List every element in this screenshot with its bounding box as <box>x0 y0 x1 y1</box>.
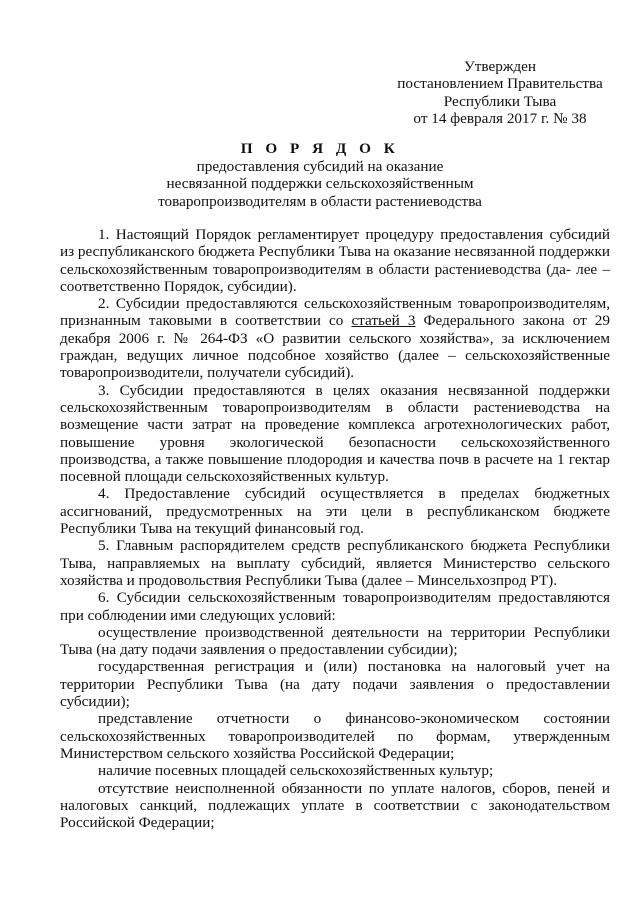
subtitle-line-3: товаропроизводителям в области растениеводства <box>158 192 482 210</box>
paragraph-2 <box>60 295 610 381</box>
approval-line-4: от 14 февраля 2017 г. № 38 <box>413 109 587 127</box>
subtitle-line-1: предоставления субсидий на оказание <box>196 158 444 175</box>
paragraph-2-text-start: 2. Субсидии предоставляются сельскохозяйственным товаропроизводителям, признанным таковыми в соответствии со <box>60 295 610 330</box>
paragraph-1: 1. Настоящий Порядок регламентирует процедуру предоставления субсидий из республиканского бюджета Республики Тыва на оказание несвязанной поддержки сельскохозяйственным товаропроизводителям в области растениеводства (да- лее – соответственно Порядок, субсидии). <box>60 226 611 295</box>
paragraph-6: 6. Субсидии сельскохозяйственным товаропроизводителям предоставляются при соблюдении ими следующих условий: <box>60 589 610 624</box>
approval-line-3: Республики Тыва <box>443 92 557 110</box>
document-subtitle <box>0 158 640 210</box>
paragraph-4: 4. Предоставление субсидий осуществляется в пределах бюджетных ассигнований, предусмотренных на эти цели в республиканском бюджете Республики Тыва на текущий финансовый год. <box>60 485 610 538</box>
condition-2: государственная регистрация и (или) постановка на налоговый учет на территории Республики Тыва (на дату подачи заявления о предоставлении субсидии); <box>60 658 610 711</box>
paragraph-5: 5. Главным распорядителем средств республиканского бюджета Республики Тыва, направляемых на выплату субсидий, является Министерство сельского хозяйства и продовольствия Республики Тыва (далее – Минсельхозпрод РТ). <box>60 537 610 589</box>
condition-3: представление отчетности о финансово-экономическом состоянии сельскохозяйственных товаропроизводителей по формам, утвержденным Министерством сельского хозяйства Российской Федерации; <box>60 710 610 762</box>
approval-line-2: постановлением Правительства <box>397 75 603 93</box>
paragraph-2-text-end: Федерального закона от 29 декабря 2006 г. № 264-ФЗ «О развитии сельского хозяйства», за исключением граждан, ведущих личное подсобное хозяйство (далее – сельскохозяйственные товаропроизводители, получатели субсидий). <box>60 312 610 382</box>
approval-block <box>380 58 620 127</box>
condition-4: наличие посевных площадей сельскохозяйственных культур; <box>98 762 494 780</box>
article-3-link[interactable]: статьей 3 <box>351 312 416 330</box>
approval-line-1: Утвержден <box>464 58 536 75</box>
paragraph-3: 3. Субсидии предоставляются в целях оказания несвязанной поддержки сельскохозяйственным товаропроизводителям в области растениеводства на возмещение части затрат на проведение комплекса агротехнологических работ, повышение уровня экологической безопасности сельскохозяйственного производства, а также повышение плодородия и качества почв в расчете на 1 гектар посевной площади сельскохозяйственных культур. <box>60 381 610 486</box>
document-title: П О Р Я Д О К <box>240 140 400 157</box>
condition-1: осуществление производственной деятельности на территории Республики Тыва (на дату подачи заявления о предоставлении субсидии); <box>60 623 610 659</box>
subtitle-line-2: несвязанной поддержки сельскохозяйственным <box>166 175 474 193</box>
document-body <box>60 226 610 831</box>
condition-5: отсутствие неисполненной обязанности по уплате налогов, сборов, пеней и налоговых санкций, подлежащих уплате в соответствии с законодательством Российской Федерации; <box>60 779 610 832</box>
